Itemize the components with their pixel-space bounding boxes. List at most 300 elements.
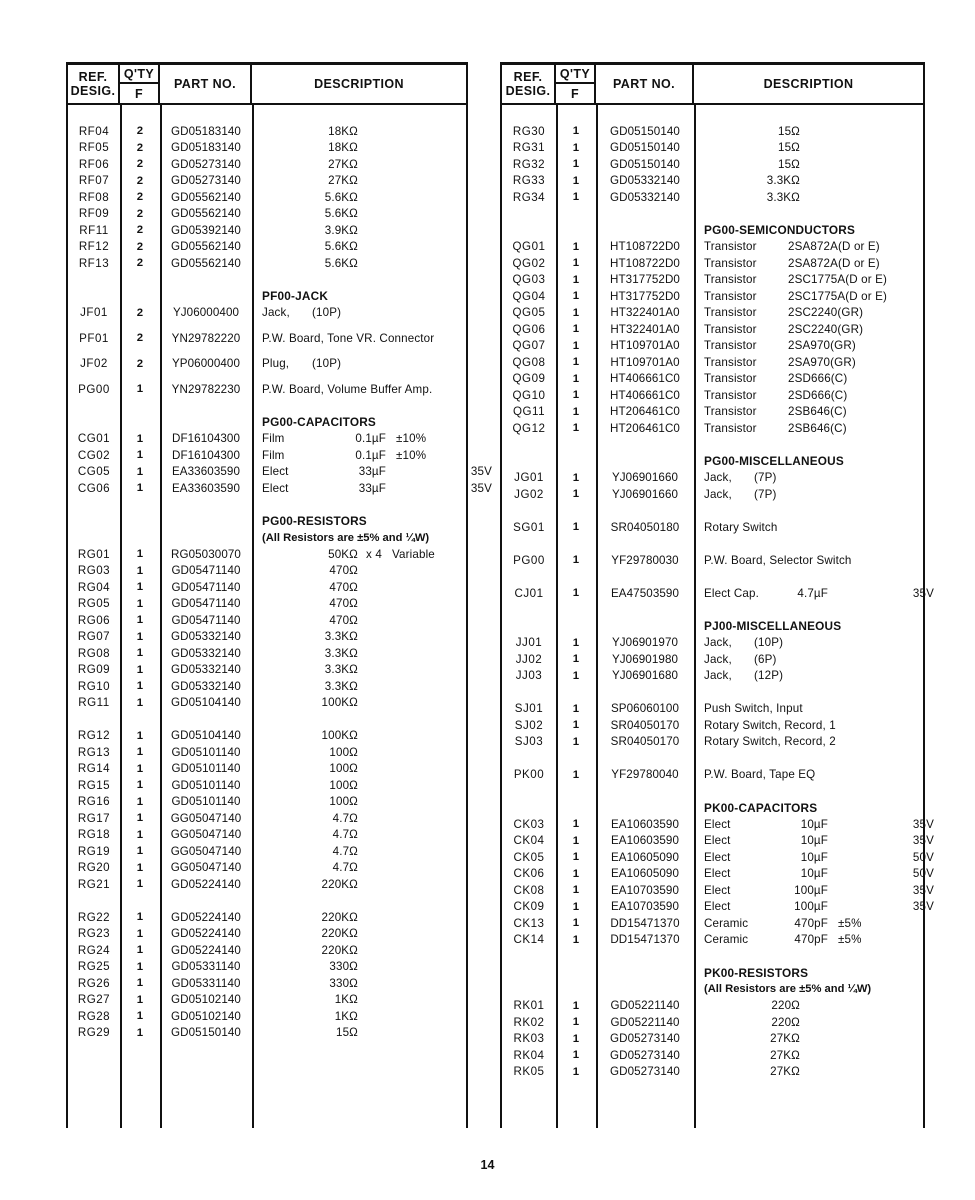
- spacer-row: [502, 948, 923, 965]
- description-semi-value: 2SD666(C): [788, 388, 848, 402]
- table-row: [502, 932, 923, 949]
- description-cap-voltage: 35V: [912, 900, 934, 914]
- description-resistance: 470Ω: [329, 564, 358, 578]
- description-semi-type: Transistor: [704, 289, 757, 303]
- spacer-row: [68, 272, 466, 289]
- cell-description: [252, 680, 466, 693]
- spacer-row: [502, 602, 923, 619]
- description-cap-tolerance: ±10%: [396, 432, 427, 446]
- cell-qty: 1: [572, 174, 580, 187]
- cell-section-note: (All Resistors are ±5% and ¼W): [704, 983, 872, 996]
- table-row: [68, 975, 466, 992]
- table-row: [68, 926, 466, 943]
- column-header-ref-desig: [68, 65, 120, 103]
- cell-part-no: GD05471140: [171, 580, 241, 594]
- cell-ref-desig: CK14: [513, 933, 545, 947]
- cell-ref-desig: RG15: [77, 778, 111, 792]
- description-semi-type: Transistor: [704, 421, 757, 435]
- parts-table-left: [66, 62, 492, 1128]
- cell-qty: 2: [136, 141, 144, 154]
- cell-part-no: GD05150140: [610, 124, 680, 138]
- cell-ref-desig: QG05: [512, 306, 546, 320]
- description-resistance: 27KΩ: [328, 157, 358, 171]
- description-resistance: 470Ω: [329, 597, 358, 611]
- table-row: [68, 992, 466, 1009]
- cell-part-no: HT108722D0: [610, 256, 680, 270]
- cell-description: [694, 1032, 923, 1045]
- cell-ref-desig: RG29: [77, 1026, 111, 1040]
- cell-section-heading: PG00-MISCELLANEOUS: [704, 454, 844, 469]
- cell-qty: 1: [136, 647, 144, 660]
- cell-qty: 1: [136, 432, 144, 445]
- table-row: [68, 909, 466, 926]
- description-text: P.W. Board, Tape EQ: [704, 768, 816, 782]
- cell-part-no: GD05562140: [171, 207, 241, 221]
- cell-description: [694, 257, 923, 270]
- column-rule-part: [694, 105, 696, 1128]
- table-row: [502, 123, 923, 140]
- description-resistance: 470Ω: [329, 580, 358, 594]
- description-cap-type: Elect: [262, 465, 289, 479]
- table-row: [502, 140, 923, 157]
- description-text: Push Switch, Input: [704, 702, 803, 716]
- table-row: [502, 255, 923, 272]
- cell-part-no: YJ06901660: [611, 487, 679, 501]
- cell-part-no: EA33603590: [171, 481, 241, 495]
- description-semi-value: 2SC2240(GR): [788, 322, 864, 336]
- description-cap-type: Elect: [704, 883, 731, 897]
- cell-part-no: GD05562140: [171, 190, 241, 204]
- cell-part-no: YJ06000400: [172, 306, 240, 320]
- spacer-row: [502, 569, 923, 586]
- cell-description: [252, 828, 466, 841]
- description-cap-type: Film: [262, 432, 285, 446]
- table-row: [502, 701, 923, 718]
- cell-qty: 2: [136, 125, 144, 138]
- cell-description: [252, 977, 466, 990]
- description-connector-pins: (6P): [754, 652, 777, 666]
- table-row: [502, 288, 923, 305]
- table-row: [68, 305, 466, 322]
- description-semi-value: 2SA872A(D or E): [788, 240, 880, 254]
- table-row: [68, 1025, 466, 1042]
- cell-part-no: GD05392140: [171, 223, 241, 237]
- cell-part-no: GD05102140: [171, 1009, 241, 1023]
- description-resistance: 330Ω: [329, 960, 358, 974]
- cell-qty: 2: [136, 306, 144, 319]
- description-resistance: 1KΩ: [334, 1009, 358, 1023]
- description-text: P.W. Board, Selector Switch: [704, 553, 852, 567]
- cell-ref-desig: RG01: [77, 547, 111, 561]
- description-resistance: 100Ω: [329, 795, 358, 809]
- table-row: [68, 612, 466, 629]
- cell-qty: 1: [572, 1016, 580, 1029]
- table-row: [502, 470, 923, 487]
- cell-description: [694, 587, 934, 600]
- table-row: [68, 330, 466, 347]
- cell-qty: 1: [572, 471, 580, 484]
- description-cap-type: Ceramic: [704, 916, 749, 930]
- cell-ref-desig: SJ01: [514, 702, 544, 716]
- cell-qty: 1: [572, 1049, 580, 1062]
- description-cap-type: Elect: [704, 850, 731, 864]
- cell-part-no: GD05332140: [610, 190, 680, 204]
- cell-part-no: YJ06901970: [611, 636, 679, 650]
- cell-description: [694, 834, 934, 847]
- cell-part-no: GD05101140: [171, 795, 241, 809]
- description-resistance: 4.7Ω: [332, 811, 358, 825]
- cell-description: [252, 762, 466, 775]
- cell-ref-desig: CG01: [77, 432, 111, 446]
- cell-qty: 1: [136, 564, 144, 577]
- cell-description: [252, 257, 466, 270]
- description-cap-type: Elect: [704, 867, 731, 881]
- cell-part-no: HT322401A0: [610, 306, 680, 320]
- cell-part-no: GG05047140: [170, 861, 242, 875]
- cell-ref-desig: QG11: [512, 405, 546, 419]
- cell-part-no: GD05150140: [610, 141, 680, 155]
- cell-description: [252, 332, 466, 345]
- table-row: [68, 1008, 466, 1025]
- cell-part-no: GD05471140: [171, 564, 241, 578]
- cell-description: [694, 719, 923, 732]
- table-row: [502, 239, 923, 256]
- spacer-row: [68, 347, 466, 356]
- table-row: [502, 486, 923, 503]
- cell-description: [694, 999, 923, 1012]
- cell-description: [252, 174, 466, 187]
- cell-part-no: YF29780040: [611, 768, 679, 782]
- cell-qty: 1: [136, 597, 144, 610]
- cell-ref-desig: RF07: [78, 174, 110, 188]
- description-resistance: 5.6KΩ: [324, 256, 358, 270]
- cell-part-no: EA10703590: [610, 900, 680, 914]
- description-semi-type: Transistor: [704, 339, 757, 353]
- cell-description: [252, 207, 466, 220]
- cell-ref-desig: RF11: [79, 223, 109, 237]
- cell-description: [694, 422, 923, 435]
- cell-qty: 2: [136, 207, 144, 220]
- cell-part-no: YN29782220: [171, 331, 241, 345]
- cell-ref-desig: CK08: [513, 883, 545, 897]
- description-cap-voltage: 35V: [470, 465, 492, 479]
- column-rule-qty: [160, 105, 162, 1128]
- cell-part-no: GD05102140: [171, 993, 241, 1007]
- cell-part-no: SR04050170: [610, 735, 680, 749]
- description-cap-type: Elect: [262, 481, 289, 495]
- cell-qty: 1: [572, 884, 580, 897]
- section-row: [502, 800, 923, 817]
- description-resistance: 220KΩ: [321, 877, 358, 891]
- cell-ref-desig: RG14: [77, 762, 111, 776]
- cell-section-heading: PG00-SEMICONDUCTORS: [704, 223, 856, 238]
- cell-ref-desig: RG19: [77, 844, 111, 858]
- cell-part-no: GD05150140: [610, 157, 680, 171]
- column-header-description: DESCRIPTION: [763, 77, 854, 91]
- cell-ref-desig: PG00: [513, 553, 545, 567]
- spacer-row: [502, 536, 923, 553]
- description-semi-value: 2SA970(GR): [788, 355, 856, 369]
- cell-description: [252, 861, 466, 874]
- cell-description: [694, 554, 923, 567]
- description-resistance: 3.3KΩ: [324, 630, 358, 644]
- cell-description: [252, 581, 466, 594]
- cell-part-no: GD05273140: [610, 1065, 680, 1079]
- cell-part-no: GD05101140: [171, 762, 241, 776]
- cell-part-no: EA10703590: [610, 883, 680, 897]
- cell-description: [694, 735, 923, 748]
- cell-ref-desig: RK03: [513, 1032, 545, 1046]
- description-resistance: 15Ω: [777, 157, 800, 171]
- cell-ref-desig: RF04: [78, 124, 110, 138]
- cell-part-no: YJ06901680: [611, 669, 679, 683]
- description-semi-type: Transistor: [704, 388, 757, 402]
- cell-ref-desig: JJ03: [515, 669, 543, 683]
- cell-description: [694, 306, 923, 319]
- cell-description: [694, 768, 923, 781]
- section-row: [502, 965, 923, 982]
- cell-qty: 1: [572, 158, 580, 171]
- description-connector-pins: (7P): [754, 487, 777, 501]
- description-semi-type: Transistor: [704, 405, 757, 419]
- cell-qty: 1: [572, 323, 580, 336]
- cell-description: [252, 383, 466, 396]
- section-row: [502, 453, 923, 470]
- cell-description: [252, 696, 466, 709]
- table-row: [68, 810, 466, 827]
- description-cap-type: Elect: [704, 834, 731, 848]
- cell-ref-desig: RG33: [512, 174, 546, 188]
- cell-description: [252, 779, 466, 792]
- cell-qty: 1: [572, 521, 580, 534]
- cell-ref-desig: CG02: [77, 448, 111, 462]
- cell-ref-desig: RF05: [78, 141, 110, 155]
- column-header-ref-desig: [502, 65, 556, 103]
- table-row: [68, 959, 466, 976]
- cell-part-no: GD05273140: [610, 1048, 680, 1062]
- cell-description: [252, 993, 466, 1006]
- cell-part-no: EA10605090: [610, 850, 680, 864]
- description-text: Rotary Switch, Record, 1: [704, 718, 836, 732]
- description-resistance: 15Ω: [777, 124, 800, 138]
- cell-part-no: HT206461C0: [610, 421, 680, 435]
- cell-qty: 1: [136, 581, 144, 594]
- cell-part-no: GD05224140: [171, 943, 241, 957]
- table-row: [502, 585, 934, 602]
- table-row: [502, 1047, 923, 1064]
- cell-description: [252, 614, 466, 627]
- cell-description: [694, 488, 923, 501]
- table-row: [502, 519, 923, 536]
- description-resistance: 3.3KΩ: [766, 174, 800, 188]
- cell-qty: 1: [572, 702, 580, 715]
- cell-ref-desig: PG00: [78, 382, 110, 396]
- cell-part-no: EA47503590: [610, 586, 680, 600]
- cell-qty: 1: [572, 405, 580, 418]
- description-cap-value: 33µF: [358, 481, 386, 495]
- description-resistance: 1KΩ: [334, 993, 358, 1007]
- cell-description: [252, 746, 466, 759]
- cell-qty: 1: [572, 867, 580, 880]
- description-resistance: 100Ω: [329, 762, 358, 776]
- description-cap-value: 4.7µF: [797, 586, 828, 600]
- cell-part-no: DF16104300: [171, 448, 241, 462]
- table-row: [68, 546, 466, 563]
- description-resistance: 18KΩ: [328, 141, 358, 155]
- table-row: [68, 123, 466, 140]
- cell-qty: 1: [572, 587, 580, 600]
- cell-description: [252, 125, 466, 138]
- description-resistance: 27KΩ: [328, 174, 358, 188]
- description-resistance: 50KΩ: [328, 547, 358, 561]
- description-text: P.W. Board, Tone VR. Connector: [262, 331, 435, 345]
- spacer-row: [502, 783, 923, 800]
- cell-qty: 1: [572, 917, 580, 930]
- cell-description: [252, 482, 492, 495]
- cell-ref-desig: RF09: [78, 207, 110, 221]
- qty-header-sublabel: F: [570, 86, 580, 101]
- cell-description: [252, 927, 466, 940]
- description-resistance: 5.6KΩ: [324, 207, 358, 221]
- cell-part-no: HT108722D0: [610, 240, 680, 254]
- spacer-row: [68, 398, 466, 415]
- table-row: [502, 1014, 923, 1031]
- cell-part-no: DD15471370: [610, 916, 680, 930]
- parts-table-right: [500, 62, 934, 1128]
- cell-qty: 1: [136, 630, 144, 643]
- description-semi-value: 2SD666(C): [788, 372, 848, 386]
- cell-qty: 1: [136, 779, 144, 792]
- description-resistance: 27KΩ: [770, 1048, 800, 1062]
- cell-ref-desig: QG10: [512, 388, 546, 402]
- table-row: [68, 206, 466, 223]
- section-row: [68, 414, 466, 431]
- cell-description: [252, 647, 466, 660]
- cell-qty: 1: [136, 482, 144, 495]
- cell-part-no: GD05224140: [171, 877, 241, 891]
- cell-description: [694, 867, 934, 880]
- column-header-qty: [120, 65, 160, 103]
- table-row: [68, 464, 492, 481]
- table-row: [502, 189, 923, 206]
- cell-description: [694, 1065, 923, 1078]
- cell-description: [252, 564, 466, 577]
- description-semi-value: 2SC2240(GR): [788, 306, 864, 320]
- cell-qty: 2: [136, 240, 144, 253]
- table-row: [68, 579, 466, 596]
- description-semi-value: 2SA872A(D or E): [788, 256, 880, 270]
- cell-qty: 1: [572, 719, 580, 732]
- description-cap-type: Elect: [704, 900, 731, 914]
- cell-qty: 1: [572, 141, 580, 154]
- cell-description: [252, 1026, 466, 1039]
- cell-part-no: HT109701A0: [610, 355, 680, 369]
- cell-part-no: SR04050170: [610, 718, 680, 732]
- table-row: [502, 998, 923, 1015]
- cell-qty: 2: [136, 224, 144, 237]
- spacer-row: [68, 372, 466, 381]
- description-resistance: 15Ω: [335, 1026, 358, 1040]
- description-resistance: 3.3KΩ: [324, 646, 358, 660]
- cell-ref-desig: PK00: [513, 768, 545, 782]
- description-resistance: 100KΩ: [321, 696, 358, 710]
- cell-ref-desig: RG32: [512, 157, 546, 171]
- cell-description: [694, 405, 923, 418]
- cell-part-no: YF29780030: [611, 553, 679, 567]
- cell-qty: 1: [572, 851, 580, 864]
- cell-part-no: YP06000400: [171, 357, 241, 371]
- cell-qty: 1: [136, 845, 144, 858]
- column-rule-ref: [120, 105, 122, 1128]
- table-row: [68, 239, 466, 256]
- cell-qty: 1: [572, 191, 580, 204]
- cell-ref-desig: RF13: [78, 256, 110, 270]
- table-row: [502, 668, 923, 685]
- cell-ref-desig: RG08: [77, 646, 111, 660]
- section-row: [68, 288, 466, 305]
- cell-part-no: HT322401A0: [610, 322, 680, 336]
- cell-ref-desig: JG01: [514, 471, 544, 485]
- description-cap-value: 33µF: [358, 465, 386, 479]
- cell-description: [694, 273, 923, 286]
- spacer-row: [68, 711, 466, 728]
- table-row: [502, 915, 923, 932]
- cell-qty: 1: [136, 614, 144, 627]
- description-cap-tolerance: ±5%: [838, 916, 862, 930]
- description-connector-pins: (10P): [754, 636, 784, 650]
- description-connector-type: Jack,: [704, 636, 732, 650]
- table-row: [502, 882, 934, 899]
- cell-description: [252, 1010, 466, 1023]
- cell-qty: 1: [572, 999, 580, 1012]
- cell-description: [252, 812, 466, 825]
- cell-ref-desig: CK13: [513, 916, 545, 930]
- cell-description: [252, 911, 466, 924]
- table-row: [68, 255, 466, 272]
- table-row: [502, 899, 934, 916]
- cell-ref-desig: CK06: [513, 867, 545, 881]
- cell-qty: 1: [136, 812, 144, 825]
- column-rule-part: [252, 105, 254, 1128]
- description-semi-type: Transistor: [704, 372, 757, 386]
- description-text: Rotary Switch, Record, 2: [704, 735, 836, 749]
- description-cap-voltage: 35V: [470, 481, 492, 495]
- description-semi-type: Transistor: [704, 256, 757, 270]
- cell-part-no: YJ06901660: [611, 471, 679, 485]
- cell-ref-desig: RG10: [77, 679, 111, 693]
- description-resistance: 220Ω: [771, 1015, 800, 1029]
- cell-qty: 1: [136, 696, 144, 709]
- table-row: [68, 381, 466, 398]
- cell-description: [252, 944, 466, 957]
- cell-qty: 1: [572, 768, 580, 781]
- cell-part-no: EA10605090: [610, 867, 680, 881]
- cell-description: [694, 339, 923, 352]
- qty-header-sublabel: F: [134, 86, 144, 101]
- cell-qty: 1: [136, 680, 144, 693]
- cell-ref-desig: QG07: [512, 339, 546, 353]
- table-row: [502, 305, 923, 322]
- description-cap-voltage: 35V: [912, 586, 934, 600]
- cell-part-no: HT317752D0: [610, 289, 680, 303]
- column-header-qty: [556, 65, 596, 103]
- section-row: [68, 530, 466, 547]
- cell-qty: 1: [572, 653, 580, 666]
- description-cap-value: 10µF: [800, 850, 828, 864]
- cell-ref-desig: QG01: [512, 240, 546, 254]
- table-row: [68, 156, 466, 173]
- description-resistance: 27KΩ: [770, 1065, 800, 1079]
